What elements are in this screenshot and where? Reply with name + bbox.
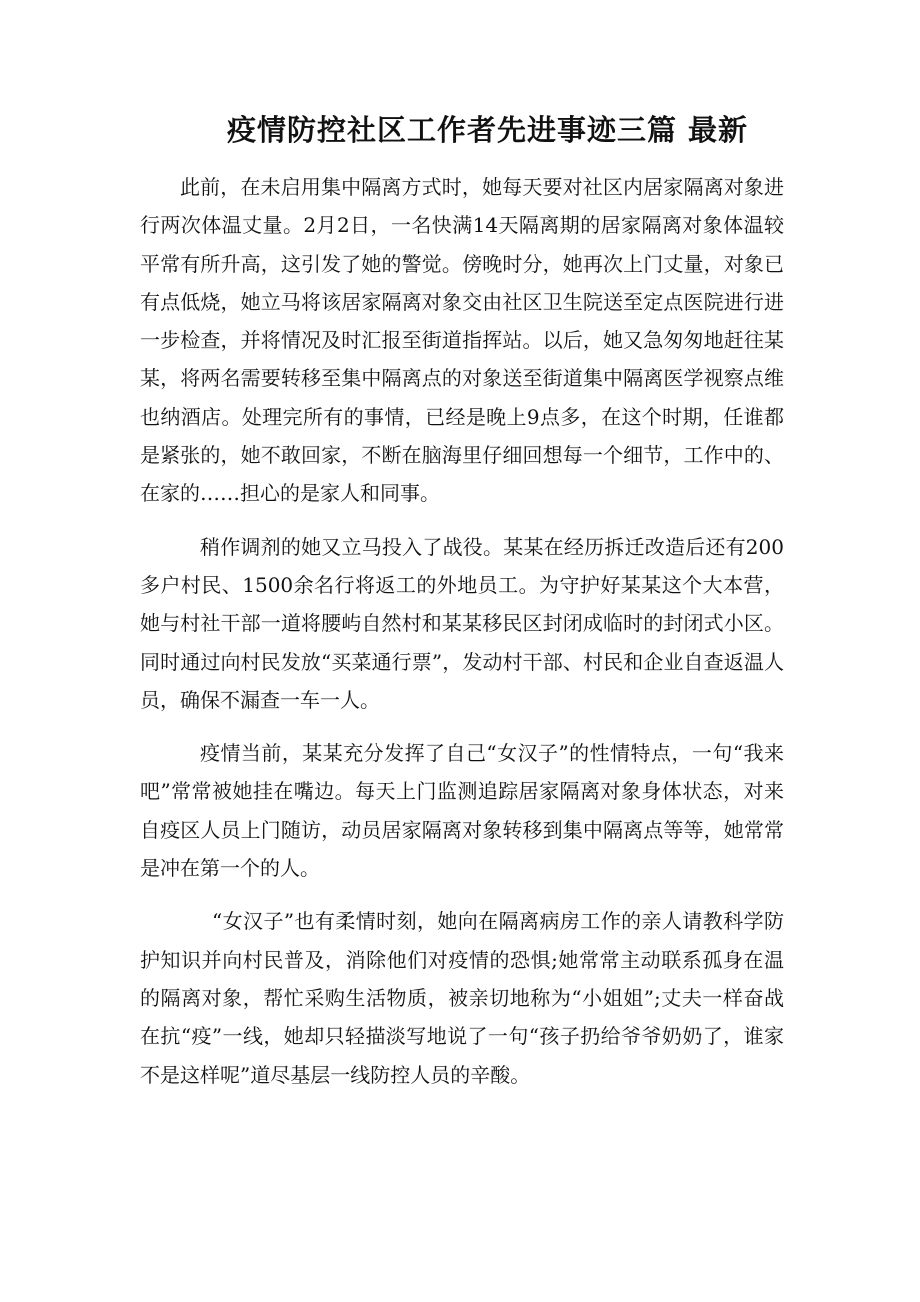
paragraph-frontline-role: 疫情当前，某某充分发挥了自己“女汉子”的性情特点，一句“我来吧”常常被她挂在嘴边。每天上门监测追踪居家隔离对象身体状态，对来自疫区人员上门随访，动员居家隔离对象转移到集中隔离点等等，她常常是冲在第一个的人。	[140, 741, 784, 881]
paragraph-village-closure: 稍作调剂的她又立马投入了战役。某某在经历拆迁改造后还有200多户村民、1500余名行将返工的外地员工。为守护好某某这个大本营，她与村社干部一道将腰屿自然村和某某移民区封闭成临时的封闭式小区。同时通过向村民发放“买菜通行票”，发动村干部、村民和企业自查返温人员，确保不漏查一车一人。	[140, 534, 784, 712]
paragraph-tender-moments: “女汉子”也有柔情时刻，她向在隔离病房工作的亲人请教科学防护知识并向村民普及，消除他们对疫情的恐惧;她常常主动联系孤身在温的隔离对象，帮忙采购生活物质，被亲切地称为“小姐姐”;丈夫一样奋战在抗“疫”一线，她却只轻描淡写地说了一句“孩子扔给爷爷奶奶了，谁家不是这样呢”道尽基层一线防控人员的辛酸。	[140, 909, 784, 1087]
document-title: 疫情防控社区工作者先进事迹三篇 最新	[226, 113, 749, 147]
document-body	[140, 168, 784, 1109]
paragraph-isolation-monitoring: 此前，在未启用集中隔离方式时，她每天要对社区内居家隔离对象进行两次体温丈量。2月2日，一名快满14天隔离期的居家隔离对象体温较平常有所升高，这引发了她的警觉。傍晚时分，她再次上门丈量，对象已有点低烧，她立马将该居家隔离对象交由社区卫生院送至定点医院进行进一步检查，并将情况及时汇报至街道指挥站。以后，她又急匆匆地赶往某某，将两名需要转移至集中隔离点的对象送至街道集中隔离医学视察点维也纳酒店。处理完所有的事情，已经是晚上9点多，在这个时期，任谁都是紧张的，她不敢回家，不断在脑海里仔细回想每一个细节，工作中的、在家的……担心的是家人和同事。	[140, 175, 784, 506]
